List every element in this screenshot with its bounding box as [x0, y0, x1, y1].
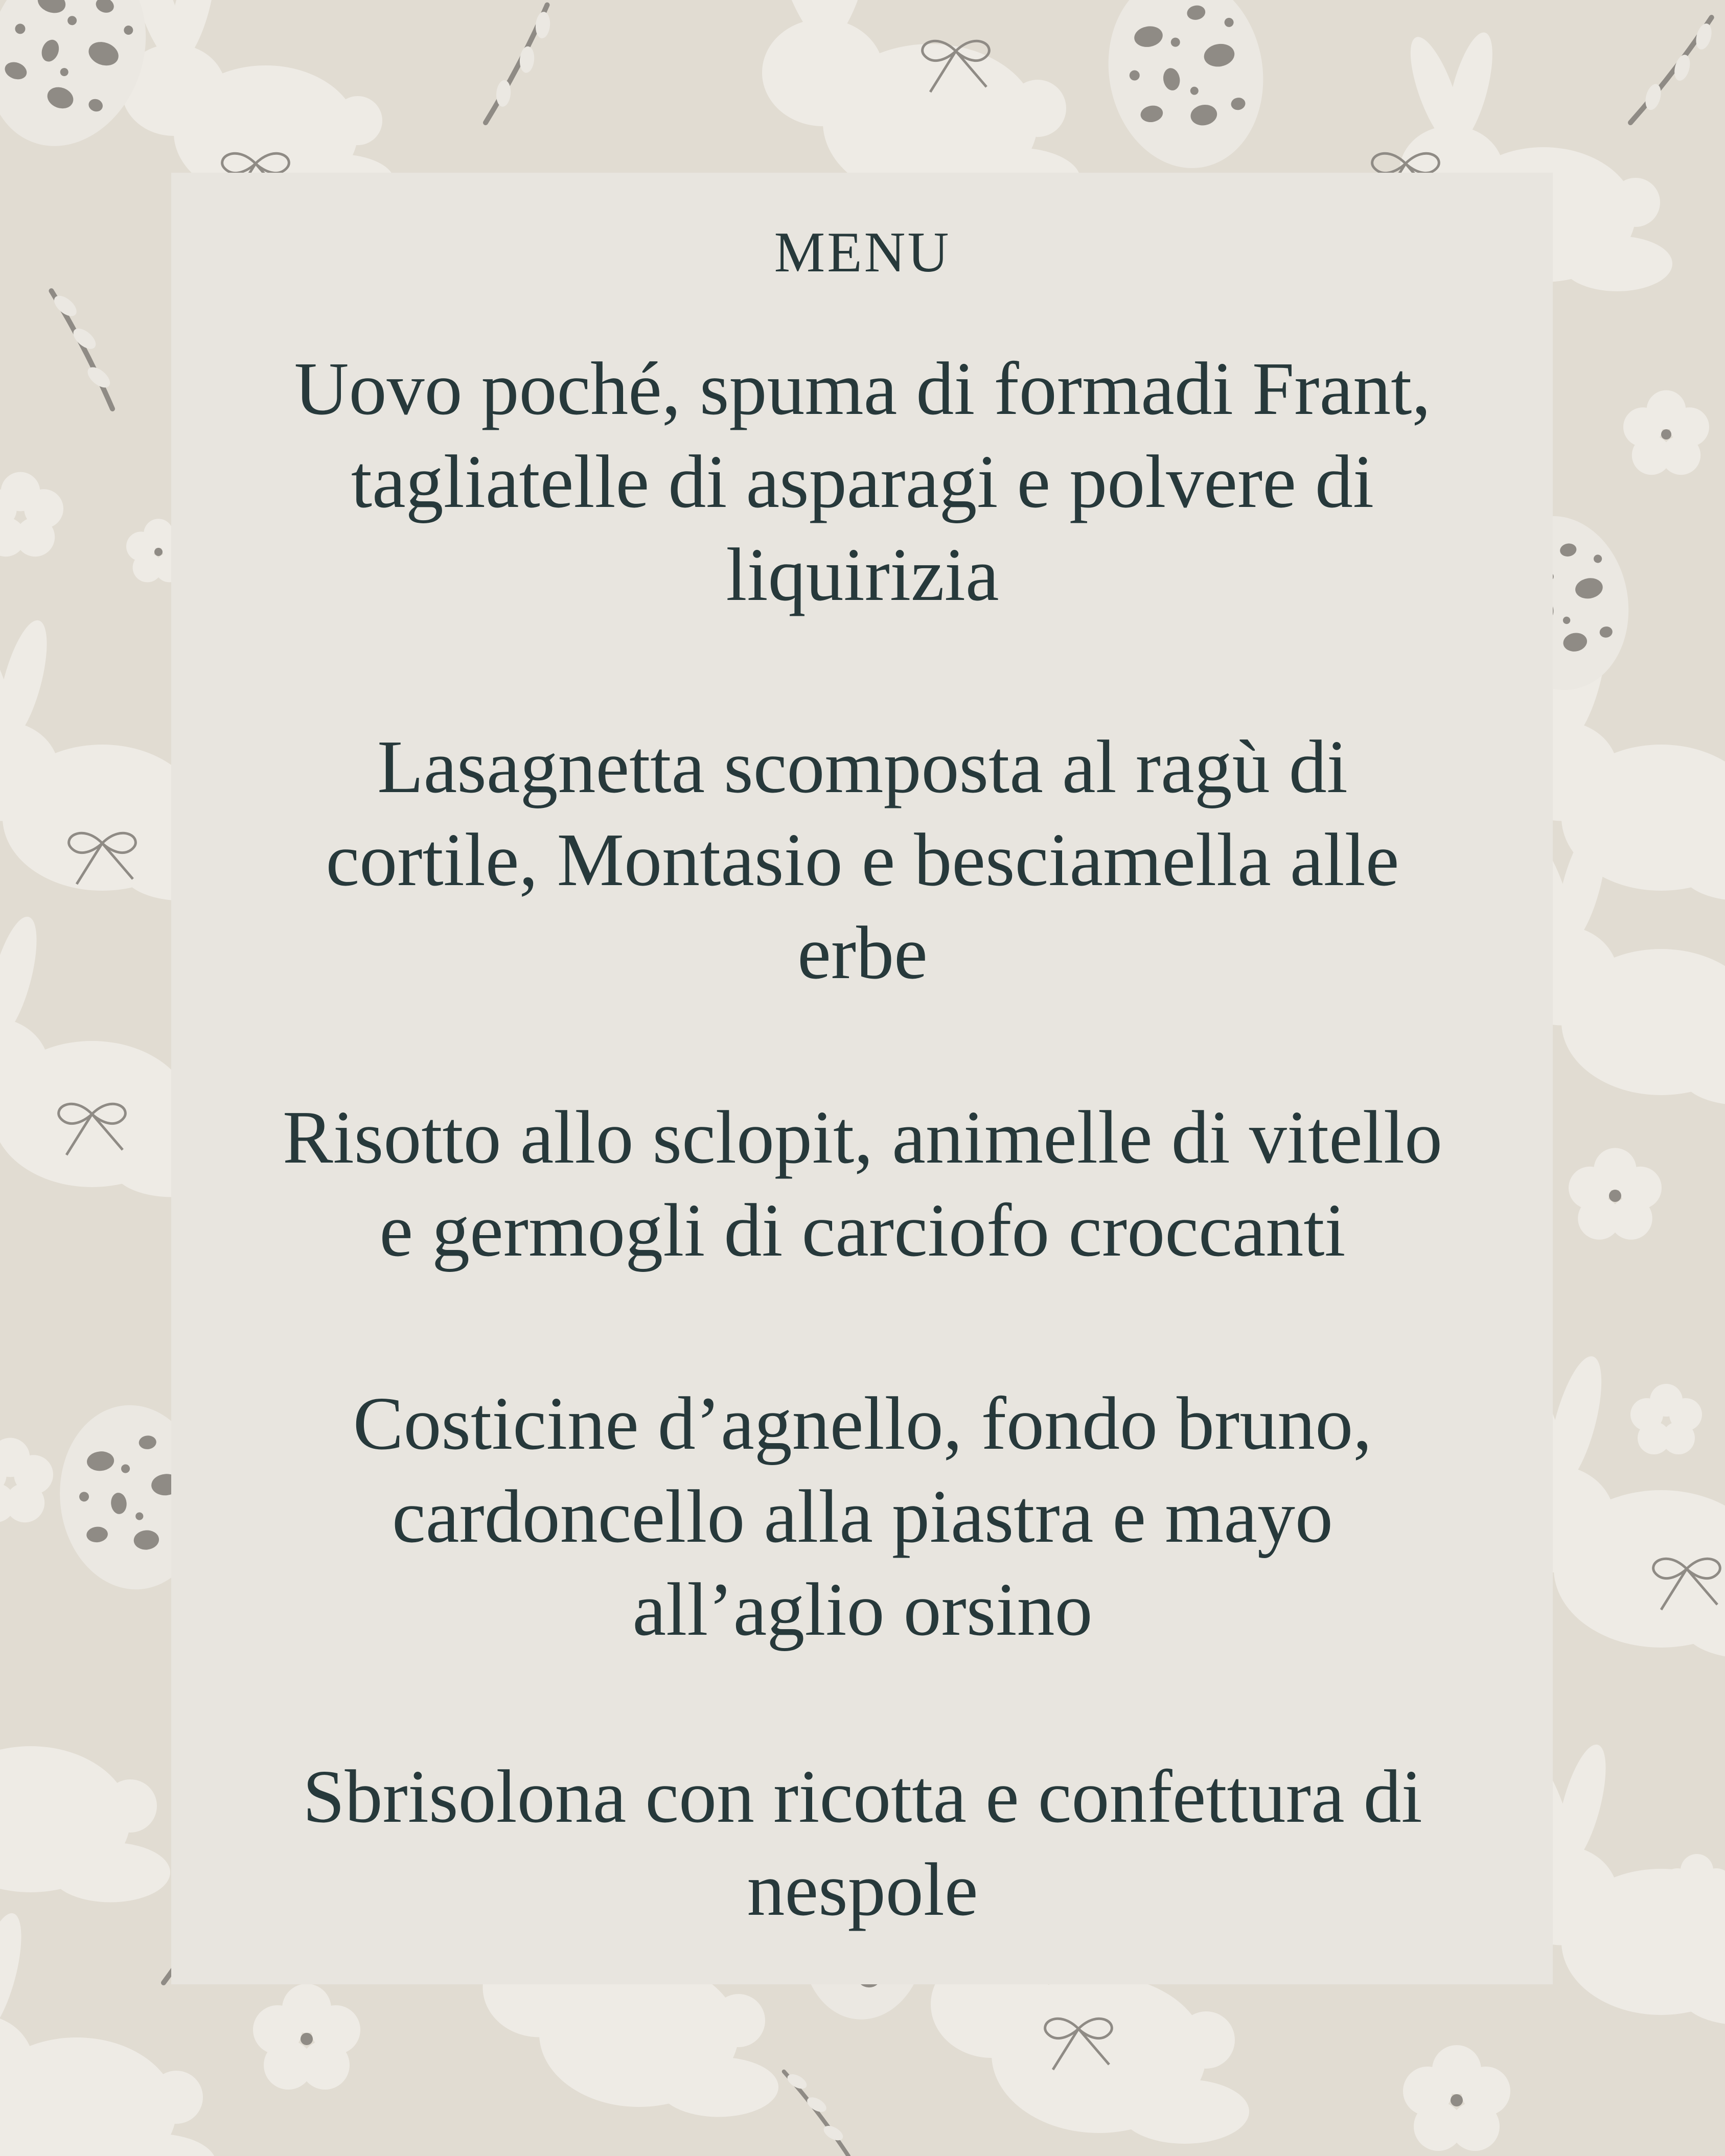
menu-title: MENU — [774, 221, 951, 284]
dish-3: Risotto allo sclopit, animelle di vitello e germogli di carciofo croccanti — [282, 1096, 1443, 1272]
dish-1: Uovo poché, spuma di formadi Frant, tagliatelle di asparagi e polvere di liquirizia — [294, 347, 1431, 617]
dish-2: Lasagnetta scomposta al ragù di cortile, Montasio e besciamella alle erbe — [326, 725, 1399, 995]
dish-5: Sbrisolona con ricotta e confettura di nespole — [303, 1755, 1422, 1932]
dish-4: Costicine d’agnello, fondo bruno, cardoncello alla piastra e mayo all’aglio orsino — [353, 1382, 1372, 1652]
